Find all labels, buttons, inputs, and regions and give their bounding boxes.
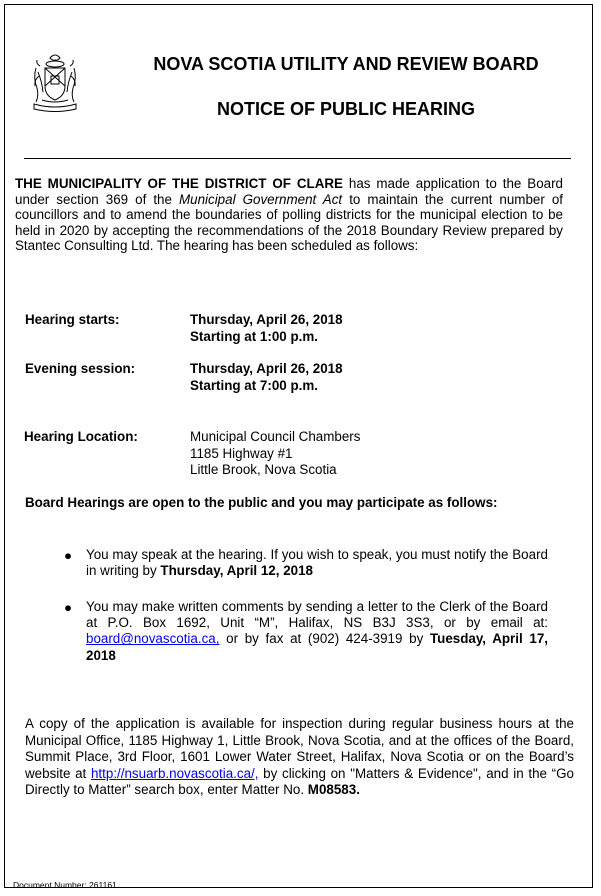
notice-title-heading: NOTICE OF PUBLIC HEARING [216, 99, 475, 119]
coat-of-arms-icon [30, 52, 80, 114]
participation-heading: Board Hearings are open to the public and you may participate as follows: [25, 495, 498, 510]
hearing-starts-label: Hearing starts: [25, 312, 120, 327]
bullet-icon: ● [64, 600, 73, 615]
applicant-name: THE MUNICIPALITY OF THE DISTRICT OF CLARE [15, 176, 343, 191]
evening-session-label: Evening session: [25, 361, 136, 376]
document-number: Document Number: 261161 [13, 880, 117, 890]
closing-paragraph: A copy of the application is available for inspection during regular business hours at the Municipal Office, 1185 Highway 1, Little Brook, Nova Scotia, and at the offices of the Board, Summit Place, 3rd Floor, 1601 Lower Water Street, Halifax, Nova Scotia or on the Board’s website at http://nsuarb.novascotia.ca/, by clicking on "Matters & Evidence", and in the “Go Directly to Matter” search box, enter Matter No. M08583. [25, 716, 574, 798]
hearing-starts-value: Thursday, April 26, 2018 Starting at 1:00 p.m. [190, 312, 343, 344]
bullet-icon: ● [64, 548, 73, 563]
header-divider [24, 158, 571, 159]
participation-item-speak: You may speak at the hearing. If you wish to speak, you must notify the Board in writing by Thursday, April 12, 2018 [86, 547, 548, 579]
hearing-location-label: Hearing Location: [24, 429, 138, 444]
evening-session-value: Thursday, April 26, 2018 Starting at 7:00 p.m. [190, 361, 343, 393]
hearing-location-value: Municipal Council Chambers 1185 Highway #1 Little Brook, Nova Scotia [190, 429, 361, 477]
participation-item-written: You may make written comments by sending a letter to the Clerk of the Board at P.O. Box 1692, Unit “M”, Halifax, NS B3J 3S3, or by email at: board@novascotia.ca, or by fax at (902) 424-3919 by Tuesday, April 17, 2018 [86, 599, 548, 663]
intro-paragraph: THE MUNICIPALITY OF THE DISTRICT OF CLARE has made application to the Board under section 369 of the Municipal Government Act to maintain the current number of councillors and to amend the boundaries of polling districts for the municipal election to be held in 2020 by accepting the recommendations of the 2018 Boundary Review prepared by Stantec Consulting Ltd. The hearing has been scheduled as follows: [15, 176, 564, 254]
board-name-heading: NOVA SCOTIA UTILITY AND REVIEW BOARD [153, 54, 539, 74]
act-name: Municipal Government Act [178, 191, 343, 207]
board-email-link[interactable]: board@novascotia.ca, [86, 631, 220, 647]
matter-number: M08583. [307, 782, 360, 798]
board-website-link[interactable]: http://nsuarb.novascotia.ca/, [90, 765, 259, 781]
